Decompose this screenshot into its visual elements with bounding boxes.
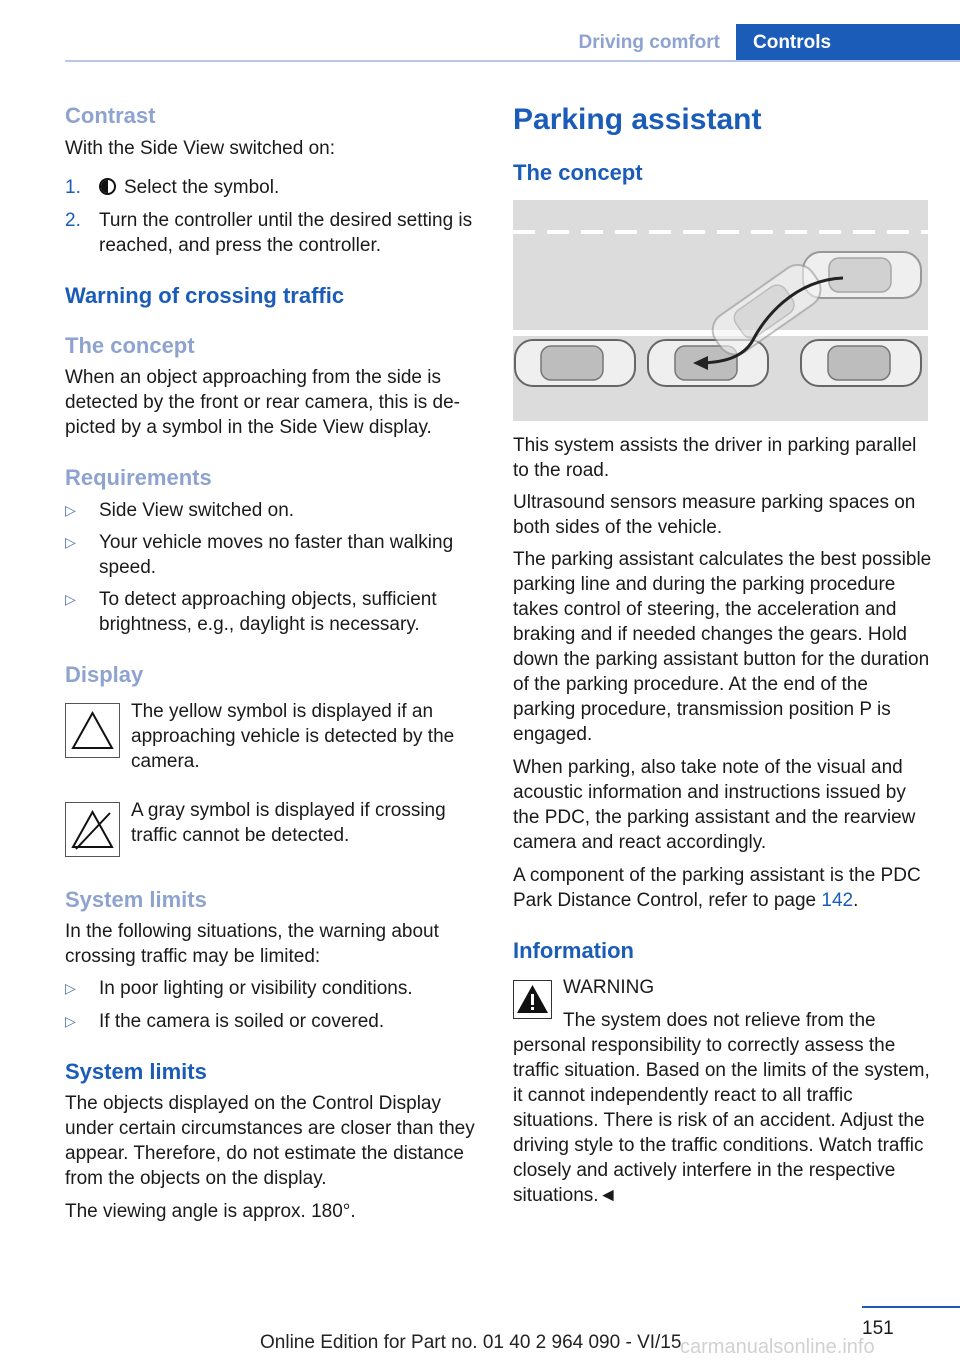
parking-p3: The parking assistant calculates the best possible parking line and during the parking procedure takes control of steering, the acceleration and braking and if needed changes the gears. Hold down the parking assistant button for the duration of the parking procedure. At the end of the parking procedure, transmission position P is engaged. xyxy=(513,549,932,745)
parked-car-right-icon xyxy=(801,340,921,386)
triangle-bullet-icon: ▷ xyxy=(65,502,76,518)
contrast-icon xyxy=(99,178,116,195)
parking-p1: This system assists the driver in parking parallel to the road. xyxy=(513,435,917,481)
crossing-traffic-unavailable-icon xyxy=(65,802,120,857)
triangle-bullet-icon: ▷ xyxy=(65,534,76,550)
parking-assistant-title: Parking assistant xyxy=(513,103,762,136)
concept-text: When an object approaching from the side is detected by the front or rear camera, this is depicted by a symbol in the Side View display. xyxy=(65,367,460,438)
page-header xyxy=(0,24,960,62)
parking-p5: A component of the parking assistant is the PDC Park Distance Control, refer to page 142. xyxy=(513,865,921,911)
step-number: 2. xyxy=(65,210,81,231)
header-chapter-tab: Controls xyxy=(736,24,960,62)
viewing-angle-text: The viewing angle is approx. 180°. xyxy=(65,1201,356,1222)
step-number: 1. xyxy=(65,177,81,198)
parking-p2: Ultrasound sensors measure parking spaces on both sides of the vehicle. xyxy=(513,492,916,538)
step-text: Turn the controller until the desired setting is reached, and press the controller. xyxy=(99,210,473,256)
system-limits-heading-1: System limits xyxy=(65,887,207,912)
parked-car-left-icon xyxy=(515,340,635,386)
concept-heading: The concept xyxy=(65,333,195,358)
contrast-heading: Contrast xyxy=(65,103,156,128)
page-number: 151 xyxy=(862,1318,894,1339)
footer-edition: Online Edition for Part no. 01 40 2 964 090 - VI/15 xyxy=(260,1332,682,1353)
parking-illustration xyxy=(513,200,928,421)
header-rule xyxy=(65,60,960,62)
parking-concept-heading: The concept xyxy=(513,160,643,185)
triangle-bullet-icon: ▷ xyxy=(65,980,76,996)
information-heading: Information xyxy=(513,938,634,963)
crossing-traffic-warning-icon xyxy=(65,703,120,758)
system-limits-heading-2: System limits xyxy=(65,1059,207,1084)
display-yellow-text: The yellow symbol is displayed if an approaching vehicle is detected by the camera. xyxy=(131,701,455,772)
requirements-heading: Requirements xyxy=(65,465,212,490)
system-limits-text: The objects displayed on the Control Display under certain circumstances are closer than they appear. Therefore, do not estimate the distance from the objects on the display. xyxy=(65,1093,475,1189)
warning-text: The system does not relieve from the personal responsibility to correctly assess the traffic situation. Based on the limits of the system, it cannot independently react to all traffic situations. There is risk of an accident. Adjust the driving style to the traffic conditions. Watch traffic closely and actively interfere in the respective situations.◄ xyxy=(513,1010,930,1206)
step-text: Select the symbol. xyxy=(124,177,280,198)
page-reference-link[interactable]: 142 xyxy=(821,890,854,911)
contrast-intro: With the Side View switched on: xyxy=(65,138,336,159)
display-heading: Display xyxy=(65,662,144,687)
display-gray-text: A gray symbol is displayed if crossing traffic cannot be detected. xyxy=(131,800,446,846)
triangle-bullet-icon: ▷ xyxy=(65,1013,76,1029)
parking-p4: When parking, also take note of the visual and acoustic information and instructions issued by the PDC, the parking assistant and the rearview camera and react accordingly. xyxy=(513,757,916,853)
triangle-bullet-icon: ▷ xyxy=(65,591,76,607)
header-section-title: Driving comfort xyxy=(578,32,720,53)
warning-label: WARNING xyxy=(563,977,655,998)
footer-rule xyxy=(862,1306,960,1308)
system-limits-intro: In the following situations, the warning about crossing traffic may be limited: xyxy=(65,921,439,967)
watermark: carmanualsonline.info xyxy=(680,1336,875,1358)
warning-crossing-heading: Warning of crossing traffic xyxy=(65,283,345,308)
